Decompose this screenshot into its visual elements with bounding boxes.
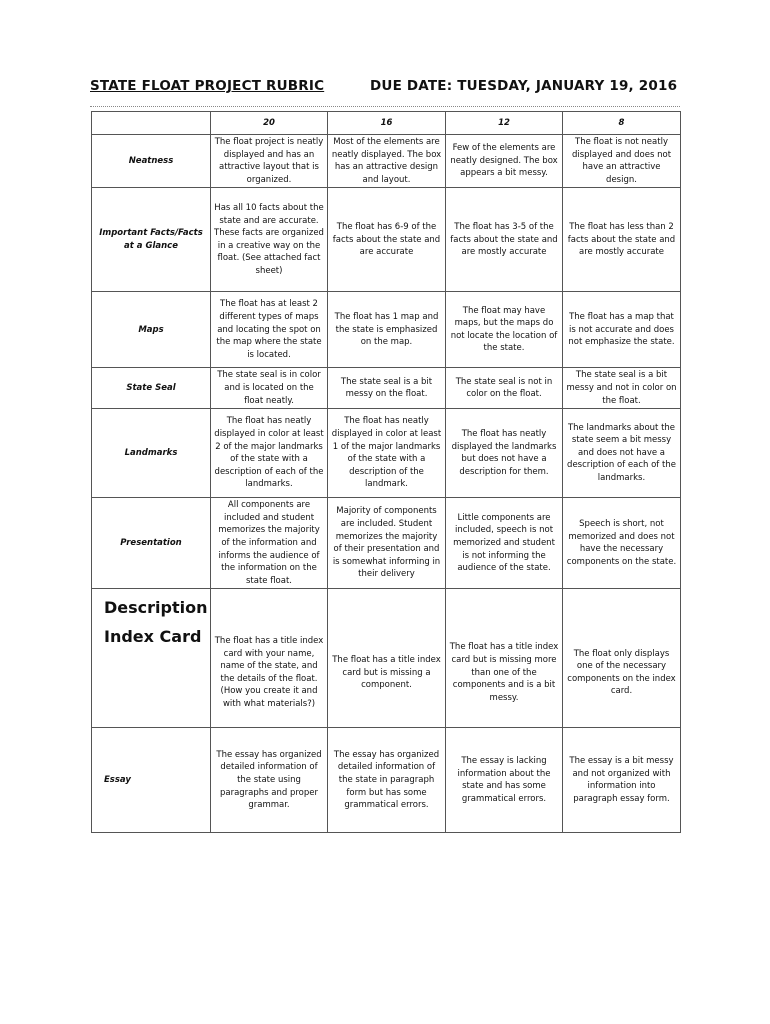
criteria-cell: The float has 3-5 of the facts about the state and are mostly accurate <box>446 188 563 292</box>
criteria-cell: The float has 6-9 of the facts about the state and are accurate <box>328 188 446 292</box>
criteria-cell: The float has neatly displayed in color at least 2 of the major landmarks of the state with a description of each of the landmarks. <box>211 409 328 498</box>
criteria-cell: The float has a title index card with your name, name of the state, and the details of the float. (How you create it and with what materials?) <box>211 589 328 728</box>
criteria-cell: The float has a map that is not accurate and does not emphasize the state. <box>563 292 681 368</box>
criteria-cell: The essay has organized detailed information of the state using paragraphs and proper grammar. <box>211 728 328 833</box>
criteria-cell: The state seal is in color and is located on the float neatly. <box>211 368 328 409</box>
criteria-cell: The essay is a bit messy and not organized with information into paragraph essay form. <box>563 728 681 833</box>
rubric-title: STATE FLOAT PROJECT RUBRIC <box>90 78 325 94</box>
criteria-cell: The float is not neatly displayed and does not have an attractive design. <box>563 135 681 188</box>
criteria-cell: Has all 10 facts about the state and are accurate. These facts are organized in a creative way on the float. (See attached fact sheet) <box>211 188 328 292</box>
score-8: 8 <box>563 112 681 135</box>
criteria-cell: Few of the elements are neatly designed. The box appears a bit messy. <box>446 135 563 188</box>
header-divider <box>90 106 680 107</box>
criteria-cell: The float has a title index card but is missing more than one of the components and is a bit messy. <box>446 589 563 728</box>
criteria-cell: The float has neatly displayed the landmarks but does not have a description for them. <box>446 409 563 498</box>
blank-corner-cell <box>92 112 211 135</box>
rubric-row-maps <box>92 292 681 368</box>
category-essay: Essay <box>92 728 211 833</box>
rubric-row-description-index-card <box>92 589 681 728</box>
criteria-cell: The float has a title index card but is missing a component. <box>328 589 446 728</box>
criteria-cell: The float has neatly displayed in color at least 1 of the major landmarks of the state with a description of the landmark. <box>328 409 446 498</box>
rubric-row-state-seal <box>92 368 681 409</box>
score-12: 12 <box>446 112 563 135</box>
score-16: 16 <box>328 112 446 135</box>
criteria-cell: Little components are included, speech is not memorized and student is not informing the audience of the state. <box>446 498 563 589</box>
criteria-cell: All components are included and student memorizes the majority of the information and informs the audience of the information on the state float. <box>211 498 328 589</box>
criteria-cell: The landmarks about the state seem a bit messy and does not have a description of each of the landmarks. <box>563 409 681 498</box>
criteria-cell: The float project is neatly displayed and has an attractive layout that is organized. <box>211 135 328 188</box>
criteria-cell: The state seal is a bit messy and not in color on the float. <box>563 368 681 409</box>
criteria-cell: The essay is lacking information about the state and has some grammatical errors. <box>446 728 563 833</box>
criteria-cell: The float has less than 2 facts about the state and are mostly accurate <box>563 188 681 292</box>
criteria-cell: The state seal is not in color on the float. <box>446 368 563 409</box>
score-header-row <box>92 112 681 135</box>
criteria-cell: The essay has organized detailed information of the state in paragraph form but has some grammatical errors. <box>328 728 446 833</box>
rubric-row-important-facts <box>92 188 681 292</box>
criteria-cell: Majority of components are included. Student memorizes the majority of their presentation and is somewhat informing in their delivery <box>328 498 446 589</box>
criteria-cell: Speech is short, not memorized and does not have the necessary components on the state. <box>563 498 681 589</box>
score-20: 20 <box>211 112 328 135</box>
criteria-cell: Most of the elements are neatly displayed. The box has an attractive design and layout. <box>328 135 446 188</box>
rubric-row-neatness <box>92 135 681 188</box>
category-important-facts: Important Facts/Facts at a Glance <box>92 188 211 292</box>
rubric-row-landmarks <box>92 409 681 498</box>
criteria-cell: The state seal is a bit messy on the float. <box>328 368 446 409</box>
rubric-row-presentation <box>92 498 681 589</box>
category-state-seal: State Seal <box>92 368 211 409</box>
criteria-cell: The float may have maps, but the maps do not locate the location of the state. <box>446 292 563 368</box>
rubric-table <box>91 111 681 833</box>
criteria-cell: The float only displays one of the necessary components on the index card. <box>563 589 681 728</box>
due-date: DUE DATE: TUESDAY, JANUARY 19, 2016 <box>370 78 678 94</box>
category-maps: Maps <box>92 292 211 368</box>
criteria-cell: The float has at least 2 different types of maps and locating the spot on the map where the state is located. <box>211 292 328 368</box>
rubric-row-essay <box>92 728 681 833</box>
category-neatness: Neatness <box>92 135 211 188</box>
criteria-cell: The float has 1 map and the state is emphasized on the map. <box>328 292 446 368</box>
category-description-index-card: Description Index Card <box>92 589 211 728</box>
category-presentation: Presentation <box>92 498 211 589</box>
category-landmarks: Landmarks <box>92 409 211 498</box>
